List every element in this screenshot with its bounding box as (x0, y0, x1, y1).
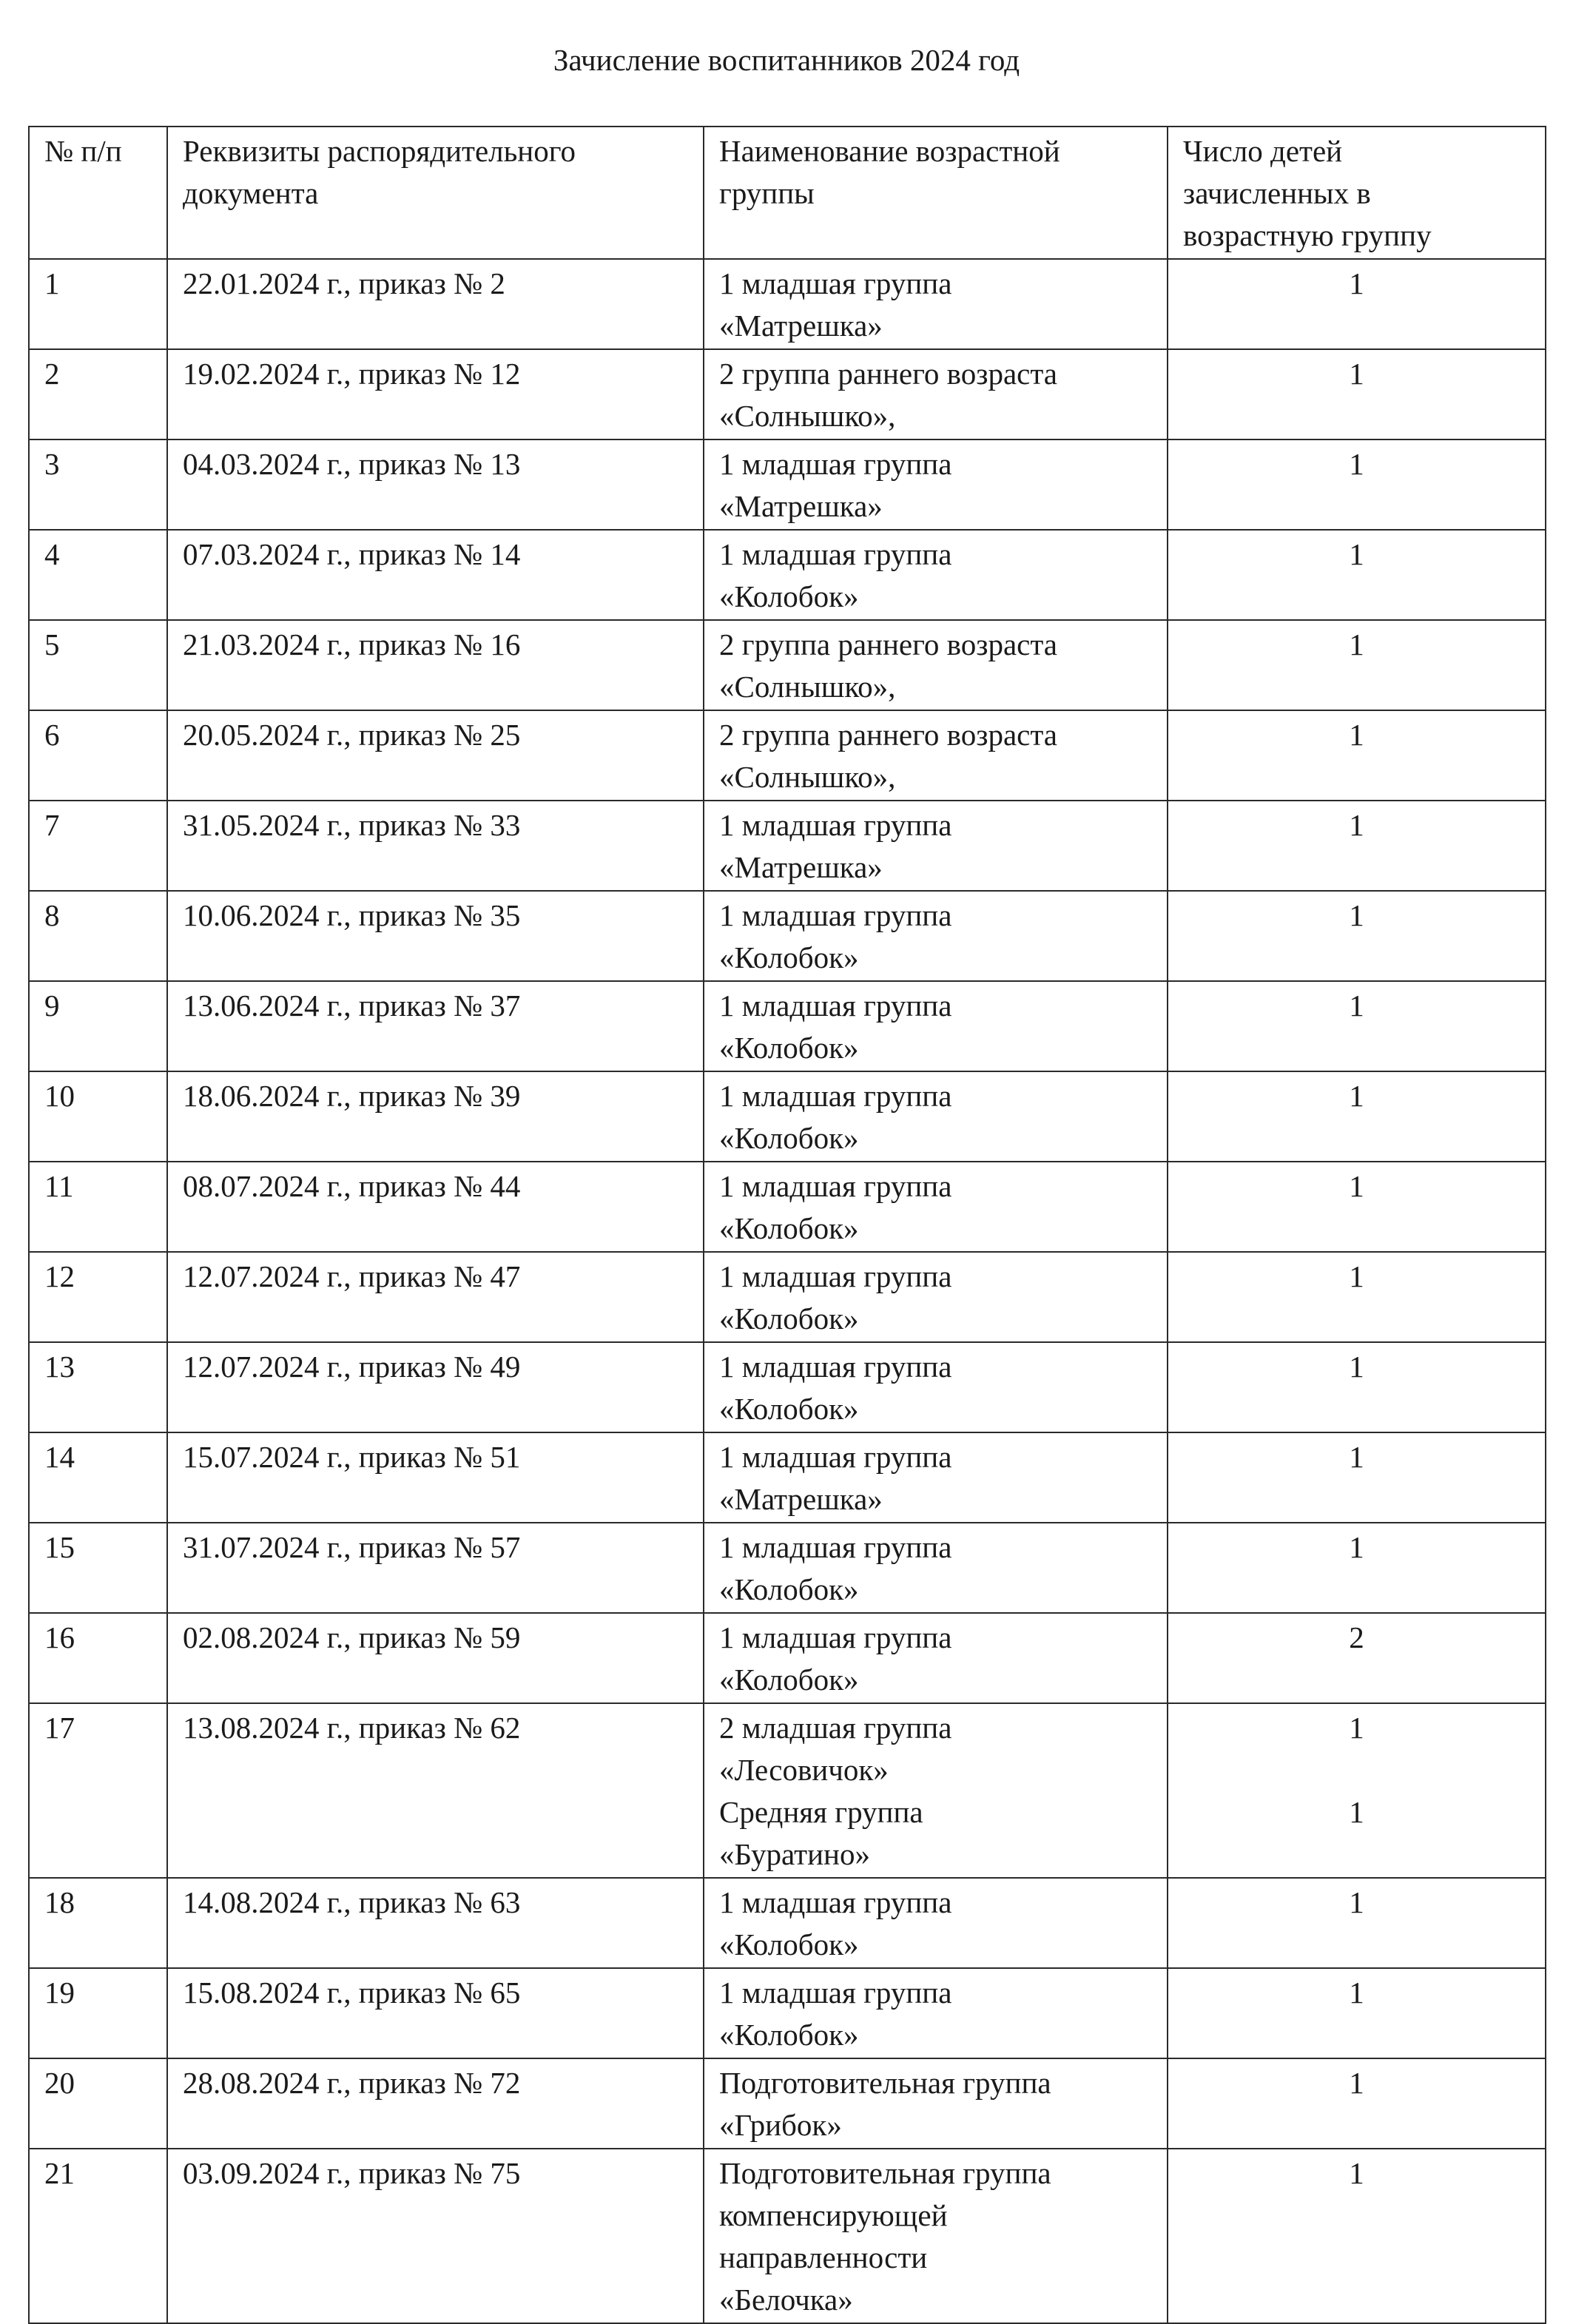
header-number-label: № п/п (44, 134, 122, 168)
row-number: 6 (44, 718, 60, 752)
children-count-cell (1168, 1342, 1546, 1432)
group-name-line: «Колобок» (719, 1211, 859, 1245)
group-name-cell (704, 710, 1168, 801)
group-name (719, 2152, 1152, 2321)
row-number-cell (29, 530, 167, 620)
children-count: 1 (1349, 2066, 1364, 2100)
row-number: 10 (44, 1079, 75, 1113)
table-row (29, 1071, 1546, 1162)
children-count: 1 (1349, 1079, 1364, 1113)
row-number-cell (29, 259, 167, 349)
group-name-line: Подготовительная группа (719, 2066, 1051, 2100)
table-row (29, 349, 1546, 439)
order-details-cell (167, 349, 704, 439)
children-count: 1 (1349, 808, 1364, 842)
group-name-line: 1 младшая группа (719, 988, 952, 1023)
group-name-line: 1 младшая группа (719, 808, 952, 842)
row-number-cell (29, 1523, 167, 1613)
order-details: 20.05.2024 г., приказ № 25 (183, 718, 521, 752)
group-name-cell (704, 1252, 1168, 1342)
table-row (29, 439, 1546, 530)
table-row (29, 1523, 1546, 1613)
order-details: 13.08.2024 г., приказ № 62 (183, 1711, 521, 1745)
children-count: 1 (1349, 1350, 1364, 1384)
group-name-line: направленности (719, 2240, 928, 2274)
row-number: 4 (44, 537, 60, 571)
group-name (719, 1882, 1152, 1966)
table-row (29, 1613, 1546, 1703)
order-details-cell (167, 1252, 704, 1342)
group-name-line: «Колобок» (719, 1572, 859, 1606)
table-row (29, 1342, 1546, 1432)
children-count: 1 (1349, 898, 1364, 932)
order-details: 31.07.2024 г., приказ № 57 (183, 1530, 521, 1564)
header-count (1168, 127, 1546, 259)
children-count: 1 (1349, 1795, 1364, 1829)
row-number: 16 (44, 1620, 75, 1654)
group-name (719, 1791, 1152, 1876)
children-count: 2 (1349, 1620, 1364, 1654)
group-name-line: Подготовительная группа (719, 2156, 1051, 2190)
group-name-line: «Колобок» (719, 1121, 859, 1155)
children-count: 1 (1349, 627, 1364, 661)
group-name-line: «Колобок» (719, 1301, 859, 1336)
group-name-line: «Колобок» (719, 1031, 859, 1065)
group-name-line: «Колобок» (719, 2018, 859, 2052)
header-document-line: Реквизиты распорядительного (183, 134, 576, 168)
row-number: 12 (44, 1259, 75, 1293)
group-name-line: 2 группа раннего возраста (719, 627, 1057, 661)
row-number-cell (29, 1071, 167, 1162)
children-count-cell (1168, 981, 1546, 1071)
group-name-cell (704, 801, 1168, 891)
header-document (167, 127, 704, 259)
order-details: 22.01.2024 г., приказ № 2 (183, 266, 505, 300)
children-count: 1 (1349, 1530, 1364, 1564)
group-name-line: 1 младшая группа (719, 1440, 952, 1474)
header-group-line: группы (719, 176, 815, 210)
group-name-line: 1 младшая группа (719, 898, 952, 932)
order-details: 02.08.2024 г., приказ № 59 (183, 1620, 521, 1654)
order-details: 07.03.2024 г., приказ № 14 (183, 537, 521, 571)
group-name-line: 1 младшая группа (719, 1976, 952, 2010)
group-name-cell (704, 1342, 1168, 1432)
row-number: 15 (44, 1530, 75, 1564)
group-name-line: «Матрешка» (719, 309, 883, 343)
order-details: 12.07.2024 г., приказ № 47 (183, 1259, 521, 1293)
group-name-line: 1 младшая группа (719, 1259, 952, 1293)
group-name-line: «Солнышко», (719, 760, 896, 794)
group-name-line: «Колобок» (719, 940, 859, 974)
order-details-cell (167, 891, 704, 981)
table-row (29, 1703, 1546, 1878)
row-number-cell (29, 1432, 167, 1523)
row-number: 19 (44, 1976, 75, 2010)
row-number-cell (29, 1162, 167, 1252)
row-number: 9 (44, 988, 60, 1023)
order-details: 18.06.2024 г., приказ № 39 (183, 1079, 521, 1113)
row-number-cell (29, 620, 167, 710)
group-name-line: «Лесовичок» (719, 1753, 889, 1787)
row-number-cell (29, 1968, 167, 2058)
group-name-line: «Матрешка» (719, 1482, 883, 1516)
group-name-cell (704, 349, 1168, 439)
children-count-cell (1168, 710, 1546, 801)
children-count: 1 (1349, 447, 1364, 481)
row-number: 1 (44, 266, 60, 300)
group-name (719, 895, 1152, 979)
table-row (29, 1432, 1546, 1523)
group-name-line: «Солнышко», (719, 399, 896, 433)
group-name-line: 1 младшая группа (719, 1620, 952, 1654)
order-details-cell (167, 710, 704, 801)
group-name-line: «Грибок» (719, 2108, 842, 2142)
group-name-cell (704, 439, 1168, 530)
group-name (719, 443, 1152, 528)
header-document-line: документа (183, 176, 319, 210)
row-number-cell (29, 439, 167, 530)
row-number: 3 (44, 447, 60, 481)
children-count-cell (1168, 1968, 1546, 2058)
group-name-line: Средняя группа (719, 1795, 923, 1829)
table-row (29, 1252, 1546, 1342)
table-row (29, 530, 1546, 620)
table-row (29, 1878, 1546, 1968)
group-name-cell (704, 981, 1168, 1071)
order-details: 08.07.2024 г., приказ № 44 (183, 1169, 521, 1203)
row-number: 7 (44, 808, 60, 842)
group-name (719, 804, 1152, 889)
row-number: 2 (44, 357, 60, 391)
children-count-cell (1168, 439, 1546, 530)
table-row (29, 620, 1546, 710)
group-name (719, 1526, 1152, 1611)
order-details: 31.05.2024 г., приказ № 33 (183, 808, 521, 842)
group-name-line: 2 группа раннего возраста (719, 357, 1057, 391)
group-name-line: 1 младшая группа (719, 1530, 952, 1564)
order-details-cell (167, 1342, 704, 1432)
children-count-cell (1168, 1703, 1546, 1878)
children-count: 1 (1349, 1711, 1364, 1745)
order-details-cell (167, 1071, 704, 1162)
group-name (719, 1436, 1152, 1520)
children-count-cell (1168, 2149, 1546, 2323)
row-number-cell (29, 1252, 167, 1342)
group-name-line: «Колобок» (719, 1392, 859, 1426)
group-name-line: 1 младшая группа (719, 266, 952, 300)
group-name-line: «Солнышко», (719, 670, 896, 704)
group-name-line: «Матрешка» (719, 489, 883, 523)
group-name-line: «Белочка» (719, 2283, 853, 2317)
document-title: Зачисление воспитанников 2024 год (553, 43, 1020, 77)
group-name (719, 263, 1152, 347)
row-number-cell (29, 801, 167, 891)
header-count-line: Число детей (1183, 134, 1343, 168)
group-name (719, 1707, 1152, 1791)
group-name-cell (704, 620, 1168, 710)
group-name (719, 624, 1152, 708)
row-number: 5 (44, 627, 60, 661)
children-count: 1 (1349, 718, 1364, 752)
row-number-cell (29, 891, 167, 981)
children-count: 1 (1349, 1885, 1364, 1919)
group-name-cell (704, 1613, 1168, 1703)
row-number: 11 (44, 1169, 74, 1203)
children-count: 1 (1349, 1169, 1364, 1203)
order-details-cell (167, 1523, 704, 1613)
group-name-line: 1 младшая группа (719, 1079, 952, 1113)
row-number-cell (29, 349, 167, 439)
group-name-cell (704, 2058, 1168, 2149)
children-count: 1 (1349, 1976, 1364, 2010)
order-details: 13.06.2024 г., приказ № 37 (183, 988, 521, 1023)
group-name (719, 353, 1152, 437)
group-name (719, 1972, 1152, 2056)
group-name-line: «Буратино» (719, 1837, 870, 1871)
enrollment-table (28, 126, 1546, 2324)
order-details: 21.03.2024 г., приказ № 16 (183, 627, 521, 661)
children-count-cell (1168, 801, 1546, 891)
order-details-cell (167, 1613, 704, 1703)
group-name-line: 2 группа раннего возраста (719, 718, 1057, 752)
group-name-line: «Колобок» (719, 579, 859, 613)
row-number-cell (29, 981, 167, 1071)
children-count-cell (1168, 2058, 1546, 2149)
children-count: 1 (1349, 357, 1364, 391)
row-number-cell (29, 1613, 167, 1703)
order-details: 03.09.2024 г., приказ № 75 (183, 2156, 521, 2190)
children-count-cell (1168, 1613, 1546, 1703)
children-count-cell (1168, 891, 1546, 981)
order-details-cell (167, 530, 704, 620)
children-count-cell (1168, 620, 1546, 710)
order-details-cell (167, 981, 704, 1071)
order-details-cell (167, 439, 704, 530)
table-row (29, 710, 1546, 801)
group-name (719, 1165, 1152, 1250)
children-count-cell (1168, 1523, 1546, 1613)
order-details: 15.07.2024 г., приказ № 51 (183, 1440, 521, 1474)
row-number: 13 (44, 1350, 75, 1384)
order-details-cell (167, 2058, 704, 2149)
table-row (29, 1162, 1546, 1252)
order-details-cell (167, 1162, 704, 1252)
order-details: 14.08.2024 г., приказ № 63 (183, 1885, 521, 1919)
order-details: 28.08.2024 г., приказ № 72 (183, 2066, 521, 2100)
group-name-line: 1 младшая группа (719, 1350, 952, 1384)
group-name-cell (704, 530, 1168, 620)
row-number-cell (29, 1342, 167, 1432)
table-row (29, 801, 1546, 891)
children-count-cell (1168, 349, 1546, 439)
table-row (29, 891, 1546, 981)
group-name-cell (704, 1523, 1168, 1613)
order-details-cell (167, 1878, 704, 1968)
header-row (29, 127, 1546, 259)
children-count-cell (1168, 1162, 1546, 1252)
header-count-line: возрастную группу (1183, 218, 1432, 252)
order-details-cell (167, 1432, 704, 1523)
group-name-line: компенсирующей (719, 2198, 948, 2232)
group-name-cell (704, 2149, 1168, 2323)
children-count-cell (1168, 1252, 1546, 1342)
group-name-cell (704, 1878, 1168, 1968)
row-number: 21 (44, 2156, 75, 2190)
children-count-cell (1168, 1432, 1546, 1523)
row-number-cell (29, 710, 167, 801)
group-name-line: 2 младшая группа (719, 1711, 952, 1745)
header-number (29, 127, 167, 259)
table-row (29, 981, 1546, 1071)
group-name-line: 1 младшая группа (719, 1169, 952, 1203)
order-details-cell (167, 259, 704, 349)
order-details-cell (167, 2149, 704, 2323)
header-count-line: зачисленных в (1183, 176, 1371, 210)
row-number: 17 (44, 1711, 75, 1745)
header-group (704, 127, 1168, 259)
group-name-cell (704, 891, 1168, 981)
row-number-cell (29, 1703, 167, 1878)
children-count-cell (1168, 1071, 1546, 1162)
row-number-cell (29, 1878, 167, 1968)
children-count: 1 (1349, 266, 1364, 300)
children-count: 1 (1349, 537, 1364, 571)
group-name-cell (704, 1703, 1168, 1878)
children-count: 1 (1349, 1259, 1364, 1293)
order-details-cell (167, 620, 704, 710)
group-name (719, 1256, 1152, 1340)
group-name (719, 1075, 1152, 1159)
order-details: 12.07.2024 г., приказ № 49 (183, 1350, 521, 1384)
group-name-cell (704, 1968, 1168, 2058)
order-details-cell (167, 1968, 704, 2058)
table-row (29, 2058, 1546, 2149)
order-details-cell (167, 1703, 704, 1878)
table-body (29, 259, 1546, 2323)
group-name-line: «Колобок» (719, 1663, 859, 1697)
row-number: 8 (44, 898, 60, 932)
row-number: 14 (44, 1440, 75, 1474)
table-row (29, 2149, 1546, 2323)
row-number: 20 (44, 2066, 75, 2100)
group-name-cell (704, 1162, 1168, 1252)
order-details: 04.03.2024 г., приказ № 13 (183, 447, 521, 481)
children-count-cell (1168, 259, 1546, 349)
group-name (719, 985, 1152, 1069)
row-number: 18 (44, 1885, 75, 1919)
group-name-cell (704, 1432, 1168, 1523)
children-count: 1 (1349, 988, 1364, 1023)
group-name-line: 1 младшая группа (719, 1885, 952, 1919)
group-name-line: 1 младшая группа (719, 537, 952, 571)
order-details: 10.06.2024 г., приказ № 35 (183, 898, 521, 932)
group-name (719, 533, 1152, 618)
order-details: 15.08.2024 г., приказ № 65 (183, 1976, 521, 2010)
table-header (29, 127, 1546, 259)
children-count-cell (1168, 1878, 1546, 1968)
table-row (29, 1968, 1546, 2058)
group-name-line: «Матрешка» (719, 850, 883, 884)
group-name-line: 1 младшая группа (719, 447, 952, 481)
children-count-cell (1168, 530, 1546, 620)
header-group-line: Наименование возрастной (719, 134, 1060, 168)
group-name-cell (704, 1071, 1168, 1162)
order-details: 19.02.2024 г., приказ № 12 (183, 357, 521, 391)
row-number-cell (29, 2149, 167, 2323)
children-count: 1 (1349, 2156, 1364, 2190)
row-number-cell (29, 2058, 167, 2149)
group-name (719, 2062, 1152, 2146)
group-name (719, 1617, 1152, 1701)
group-name (719, 1346, 1152, 1430)
group-name-cell (704, 259, 1168, 349)
group-name-line: «Колобок» (719, 1927, 859, 1961)
group-name (719, 714, 1152, 798)
order-details-cell (167, 801, 704, 891)
table-row (29, 259, 1546, 349)
children-count: 1 (1349, 1440, 1364, 1474)
